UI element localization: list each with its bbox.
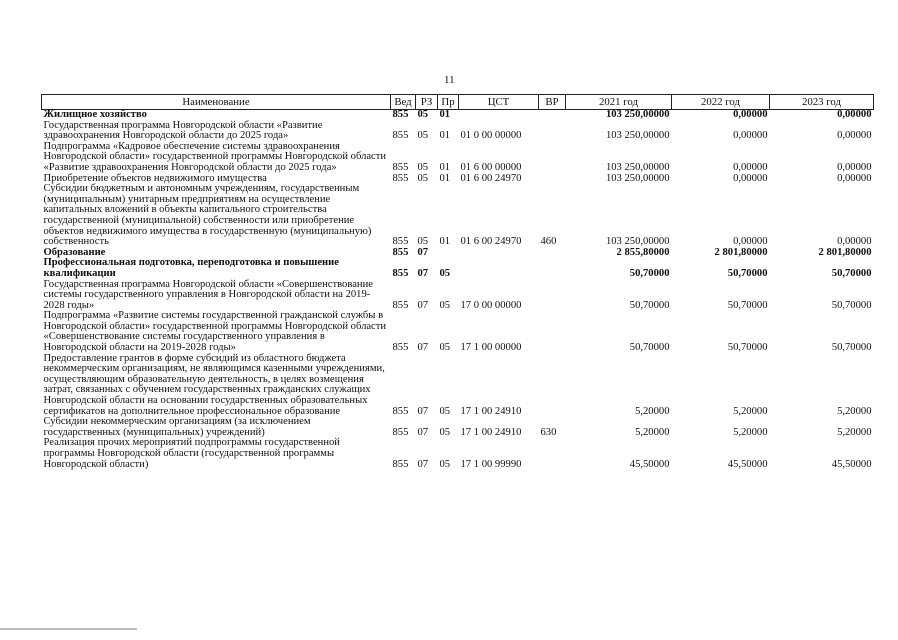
cell-ved: 855 bbox=[392, 172, 409, 184]
cell-rz: 07 bbox=[417, 405, 429, 417]
cell-name: Образование bbox=[43, 246, 106, 258]
table-header-row bbox=[42, 95, 874, 110]
table-row bbox=[42, 258, 874, 279]
cell-2021: 45,50000 bbox=[629, 458, 670, 470]
cell-cst: 17 1 00 00000 bbox=[460, 342, 522, 354]
budget-table bbox=[41, 94, 874, 470]
cell-cst: 01 6 00 00000 bbox=[460, 161, 522, 173]
cell-vr bbox=[539, 121, 566, 142]
cell-2022: 2 801,80000 bbox=[714, 246, 768, 258]
cell-pr: 05 bbox=[439, 267, 451, 279]
header-pr: Пр bbox=[438, 95, 459, 110]
cell-2022: 45,50000 bbox=[727, 458, 768, 470]
cell-ved: 855 bbox=[392, 109, 409, 120]
cell-2023: 50,70000 bbox=[831, 267, 872, 279]
cell-pr: 01 bbox=[439, 130, 451, 142]
cell-2023: 2 801,80000 bbox=[818, 246, 872, 258]
cell-rz: 05 bbox=[417, 172, 429, 184]
cell-2022: 0,00000 bbox=[733, 236, 768, 248]
cell-cst: 17 1 00 24910 bbox=[460, 426, 522, 438]
cell-ved: 855 bbox=[392, 267, 409, 279]
cell-pr: 05 bbox=[439, 458, 451, 470]
cell-2021: 103 250,00000 bbox=[605, 161, 670, 173]
cell-pr: 01 bbox=[439, 161, 451, 173]
cell-name: Субсидии некоммерческим организациям (за исключением государственных (муниципальных) учреждений) bbox=[43, 416, 311, 438]
cell-2022: 0,00000 bbox=[733, 172, 768, 184]
cell-pr: 01 bbox=[439, 172, 451, 184]
cell-2023: 0,00000 bbox=[837, 161, 872, 173]
table-row bbox=[42, 280, 874, 312]
cell-2022: 5,20000 bbox=[733, 426, 768, 438]
table-row bbox=[42, 311, 874, 353]
cell-vr bbox=[539, 280, 566, 312]
cell-rz: 05 bbox=[417, 109, 429, 120]
cell-2023: 0,00000 bbox=[837, 172, 872, 184]
cell-2021: 50,70000 bbox=[629, 299, 670, 311]
header-2023: 2023 год bbox=[770, 95, 874, 110]
cell-vr bbox=[539, 354, 566, 418]
cell-pr bbox=[438, 248, 459, 259]
footer-divider bbox=[0, 628, 137, 630]
cell-pr: 01 bbox=[439, 236, 451, 248]
cell-name: Подпрограмма «Кадровое обеспечение системы здравоохранения Новгородской области» государственной программы Новгородской области «Развитие здравоохранения Новгородской области до 2025 года» bbox=[43, 140, 387, 173]
cell-cst: 17 1 00 24910 bbox=[460, 405, 522, 417]
cell-cst: 17 1 00 99990 bbox=[460, 458, 522, 470]
cell-cst: 01 0 00 00000 bbox=[460, 130, 522, 142]
cell-pr: 01 bbox=[439, 109, 451, 120]
cell-2023: 0,00000 bbox=[837, 236, 872, 248]
cell-2023: 0,00000 bbox=[837, 109, 872, 120]
header-2022: 2022 год bbox=[672, 95, 770, 110]
cell-cst bbox=[459, 248, 539, 259]
cell-vr bbox=[539, 311, 566, 353]
cell-pr: 05 bbox=[439, 299, 451, 311]
cell-name: Государственная программа Новгородской области «Совершенствование системы государственного управления в Новгородской области на 2019-2028 годы» bbox=[43, 278, 373, 311]
cell-vr bbox=[539, 110, 566, 121]
cell-name: Предоставление грантов в форме субсидий из областного бюджета некоммерческим организациям, не являющимся казенными учреждениями, осуществляющим образовательную деятельность, в целях возмещения затрат, связанных с обучением государственных гражданских служащих Новгородской области на основании государственных образовательных сертификатов на дополнительное профессиональное образование bbox=[43, 352, 385, 417]
cell-vr bbox=[539, 174, 566, 185]
table-row bbox=[42, 142, 874, 174]
cell-ved: 855 bbox=[392, 426, 409, 438]
cell-vr: 460 bbox=[540, 236, 557, 248]
cell-rz: 07 bbox=[417, 342, 429, 354]
cell-cst bbox=[459, 258, 539, 279]
cell-pr: 05 bbox=[439, 426, 451, 438]
cell-rz: 05 bbox=[417, 236, 429, 248]
cell-cst bbox=[459, 110, 539, 121]
header-ved: Вед bbox=[391, 95, 416, 110]
cell-2023: 5,20000 bbox=[837, 405, 872, 417]
table-row bbox=[42, 438, 874, 470]
cell-pr: 05 bbox=[439, 342, 451, 354]
cell-cst: 01 6 00 24970 bbox=[460, 236, 522, 248]
cell-pr: 05 bbox=[439, 405, 451, 417]
cell-2023: 45,50000 bbox=[831, 458, 872, 470]
cell-vr bbox=[539, 438, 566, 470]
cell-2021: 50,70000 bbox=[629, 342, 670, 354]
cell-2023: 0,00000 bbox=[837, 130, 872, 142]
table-row bbox=[42, 121, 874, 142]
cell-2021: 103 250,00000 bbox=[605, 130, 670, 142]
cell-2023: 50,70000 bbox=[831, 299, 872, 311]
cell-2022: 50,70000 bbox=[727, 267, 768, 279]
cell-rz: 07 bbox=[417, 246, 429, 258]
table-row bbox=[42, 417, 874, 438]
table-row bbox=[42, 354, 874, 418]
header-cst: ЦСТ bbox=[459, 95, 539, 110]
cell-vr bbox=[539, 248, 566, 259]
cell-vr bbox=[539, 142, 566, 174]
header-name: Наименование bbox=[42, 95, 391, 110]
cell-name: Реализация прочих мероприятий подпрограммы государственной программы Новгородской области (государственной программы Новгородской области) bbox=[43, 437, 340, 470]
cell-2022: 0,00000 bbox=[733, 109, 768, 120]
header-rz: РЗ bbox=[416, 95, 438, 110]
cell-2021: 5,20000 bbox=[635, 426, 670, 438]
cell-name: Профессиональная подготовка, переподготовка и повышение квалификации bbox=[43, 257, 339, 279]
cell-2021: 103 250,00000 bbox=[605, 172, 670, 184]
cell-2021: 103 250,00000 bbox=[605, 236, 670, 248]
cell-rz: 05 bbox=[417, 130, 429, 142]
cell-rz: 07 bbox=[417, 458, 429, 470]
cell-name: Субсидии бюджетным и автономным учреждениям, государственным (муниципальным) унитарным предприятиям на осуществление капитальных вложений в объекты капитального строительства государственной (муниципальной) собственности или приобретение объектов недвижимого имущества в государственную (муниципальную) собственность bbox=[43, 183, 372, 248]
page-number: 11 bbox=[444, 74, 455, 86]
cell-name: Государственная программа Новгородской области «Развитие здравоохранения Новгородской области до 2025 года» bbox=[43, 119, 323, 142]
cell-2021: 50,70000 bbox=[629, 267, 670, 279]
cell-ved: 855 bbox=[392, 405, 409, 417]
header-vr: ВР bbox=[539, 95, 566, 110]
cell-2021: 5,20000 bbox=[635, 405, 670, 417]
cell-cst: 01 6 00 24970 bbox=[460, 172, 522, 184]
table-body bbox=[42, 110, 874, 471]
cell-ved: 855 bbox=[392, 161, 409, 173]
cell-2022: 5,20000 bbox=[733, 405, 768, 417]
cell-rz: 07 bbox=[417, 299, 429, 311]
cell-ved: 855 bbox=[392, 130, 409, 142]
cell-ved: 855 bbox=[392, 299, 409, 311]
cell-name: Приобретение объектов недвижимого имущества bbox=[43, 172, 267, 184]
cell-ved: 855 bbox=[392, 458, 409, 470]
cell-rz: 07 bbox=[417, 426, 429, 438]
cell-vr bbox=[539, 258, 566, 279]
cell-2022: 50,70000 bbox=[727, 342, 768, 354]
cell-cst: 17 0 00 00000 bbox=[460, 299, 522, 311]
cell-name: Жилищное хозяйство bbox=[43, 109, 147, 120]
cell-name: Подпрограмма «Развитие системы государственной гражданской службы в Новгородской области» государственной программы Новгородской области «Совершенствование системы государственного управления в Новгородской области на 2019-2028 годы» bbox=[43, 310, 387, 354]
cell-2022: 50,70000 bbox=[727, 299, 768, 311]
cell-ved: 855 bbox=[392, 236, 409, 248]
cell-ved: 855 bbox=[392, 246, 409, 258]
table-row bbox=[42, 184, 874, 248]
cell-vr: 630 bbox=[540, 426, 557, 438]
cell-ved: 855 bbox=[392, 342, 409, 354]
header-2021: 2021 год bbox=[566, 95, 672, 110]
cell-rz: 07 bbox=[417, 267, 429, 279]
cell-rz: 05 bbox=[417, 161, 429, 173]
cell-2021: 2 855,80000 bbox=[616, 246, 670, 258]
cell-2022: 0,00000 bbox=[733, 161, 768, 173]
cell-2022: 0,00000 bbox=[733, 130, 768, 142]
table-row bbox=[42, 110, 874, 121]
cell-2023: 50,70000 bbox=[831, 342, 872, 354]
cell-2023: 5,20000 bbox=[837, 426, 872, 438]
cell-2021: 103 250,00000 bbox=[605, 109, 670, 120]
